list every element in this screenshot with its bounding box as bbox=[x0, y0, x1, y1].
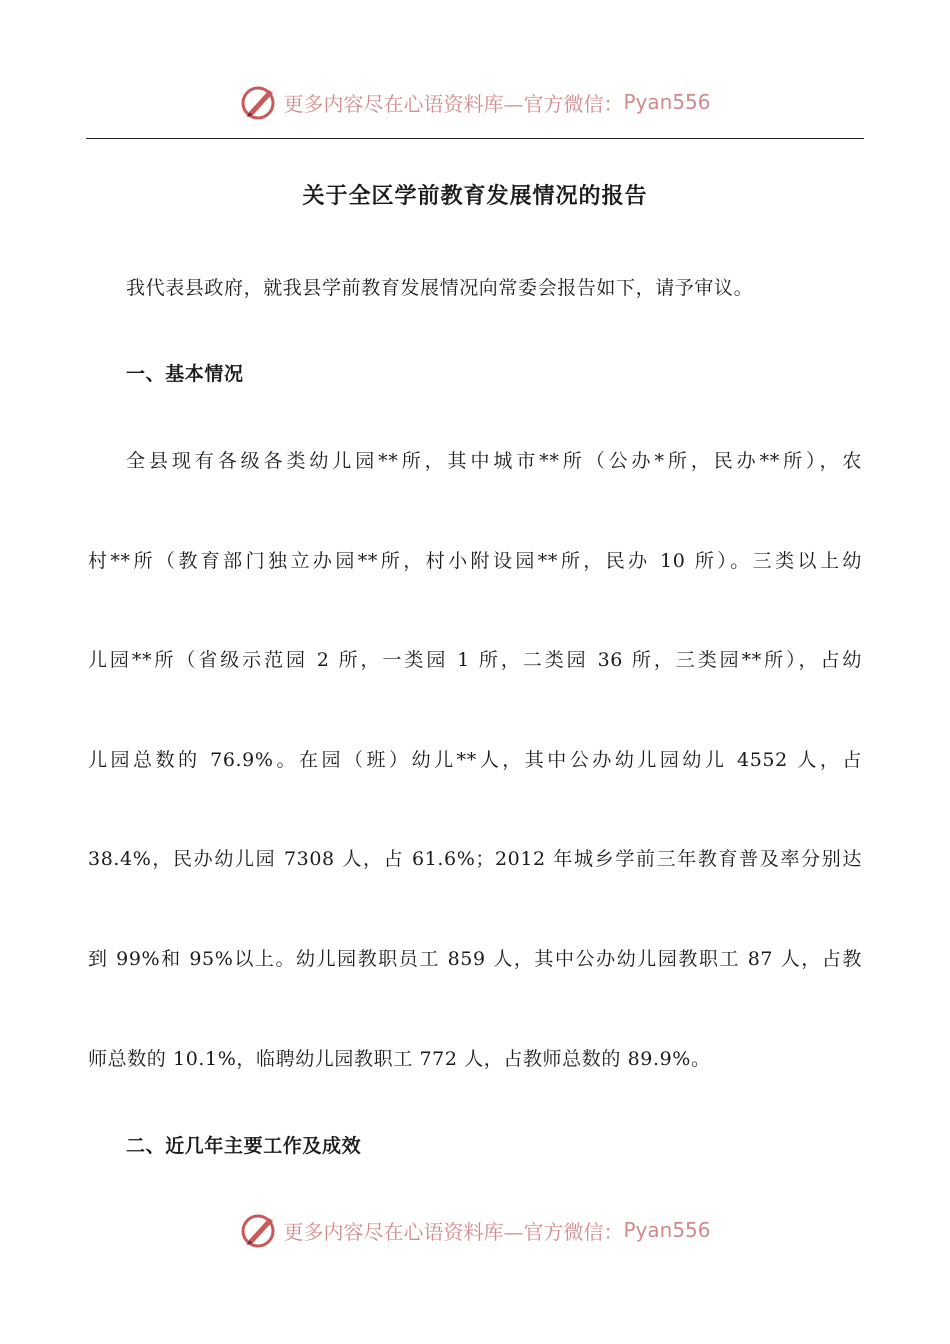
watermark-handle: Pyan556 bbox=[623, 1218, 711, 1242]
body-line: 儿园**所（省级示范园 2 所，一类园 1 所，二类园 36 所，三类园**所），占幼 bbox=[88, 649, 862, 672]
document-title: 关于全区学前教育发展情况的报告 bbox=[302, 183, 648, 209]
body-line: 儿园总数的 76.9%。在园（班）幼儿**人，其中公办幼儿园幼儿 4552 人，占 bbox=[88, 748, 862, 771]
intro-paragraph: 我代表县政府，就我县学前教育发展情况向常委会报告如下，请予审议。 bbox=[126, 277, 754, 299]
watermark-handle: Pyan556 bbox=[623, 90, 711, 114]
body-line: 到 99%和 95%以上。幼儿园教职员工 859 人，其中公办幼儿园教职工 87 人，占教 bbox=[88, 947, 862, 970]
body-line: 38.4%，民办幼儿园 7308 人，占 61.6%；2012 年城乡学前三年教育普及率分别达 bbox=[88, 848, 862, 871]
header-watermark bbox=[0, 80, 950, 124]
pen-circle-logo-icon bbox=[239, 82, 279, 122]
section-body-basic bbox=[88, 443, 862, 1140]
body-line: 全县现有各级各类幼儿园**所，其中城市**所（公办*所，民办**所），农 bbox=[126, 450, 862, 472]
header-rule bbox=[86, 138, 864, 139]
pen-circle-logo-icon bbox=[239, 1210, 279, 1250]
section-heading-basic: 一、基本情况 bbox=[126, 363, 244, 385]
watermark-text: 更多内容尽在心语资料库—官方微信： bbox=[283, 1219, 624, 1244]
section-heading-work: 二、近几年主要工作及成效 bbox=[126, 1135, 362, 1157]
body-line: 村**所（教育部门独立办园**所，村小附设园**所，民办 10 所）。三类以上幼 bbox=[88, 549, 862, 572]
body-line: 师总数的 10.1%，临聘幼儿园教职工 772 人，占教师总数的 89.9%。 bbox=[88, 1047, 711, 1070]
footer-watermark bbox=[0, 1208, 950, 1252]
watermark-text: 更多内容尽在心语资料库—官方微信： bbox=[283, 91, 624, 116]
